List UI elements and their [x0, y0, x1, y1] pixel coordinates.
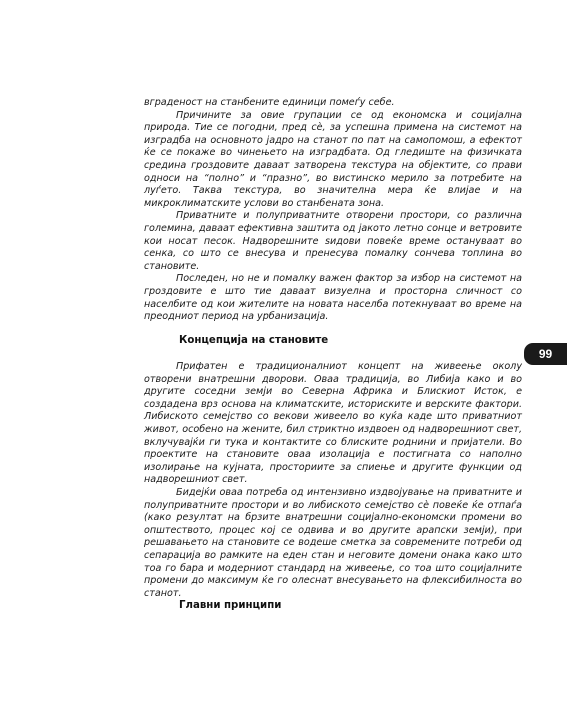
- paragraph: Причините за овие групации се од економска и социјална природа. Тие се погодни, пред сè, за успешна примена на системот на изградба на основното јадро на станот по пат на самопомош, а ефектот ќе се покаже во чинењето на изградбата. Од гледиште на физичката средина гроздовите даваат затворена текстура на објектите, со прави односи на “полно” и “празно”, во вистинско мерило за потребите на луѓето. Таква текстура, во значителна мера ќе влијае и на микроклиматските услови во станбената зона.: [144, 109, 522, 209]
- section-heading-principles: Главни принципи: [179, 600, 282, 611]
- paragraph: Прифатен е традиционалниот концепт на живеење околу отворени внатрешни дворови. Оваа традиција, во Либија како и во другите соседни земји во Северна Африка и Блискиот Исток, е создадена врз основа на климатските, историските и верските фактори. Либиското семејство со векови живеело во куќа каде што приватниот живот, особено на жените, бил стриктно издвоен од надворешниот свет, вклучувајќи ги тука и контактите со блиските роднини и пријатели. Во проектите на становите оваа изолација е постигната со наполно изолирање на кујната, просториите за спиење и другите функции од надворешниот свет.: [144, 361, 522, 486]
- page-number-tab: 99: [524, 343, 567, 365]
- paragraph: Последен, но не и помалку важен фактор за избор на системот на гроздовите е што тие даваат визуелна и просторна сличност со населбите од кои жителите на новата населба потекнуваат во време на преодниот период на урбанизација.: [144, 273, 522, 323]
- text-block-2: [144, 361, 522, 600]
- text-block-1: [144, 97, 522, 324]
- paragraph: вграденост на станбените единици помеѓу себе.: [144, 97, 395, 108]
- paragraph: Бидејќи оваа потреба од интензивно издвојување на приватните и полуприватните простори и во либиското семејство сè повеќе ќе отпаѓа (како резултат на брзите внатрешни социјално-економски промени во општеството, процес кој се одвива и во другите арапски земји), при решавањето на становите се водеше сметка за современите потреби од сепарација во рамките на еден стан и неговите домени онака како што тоа го бара и модерниот стандард на живеење, со тоа што социјалните промени до максимум ќе го олеснат внесувањето на флексибилноста во станот.: [144, 486, 522, 599]
- section-heading-concept: Концепција на становите: [179, 335, 329, 346]
- paragraph: Приватните и полуприватните отворени простори, со различна големина, даваат ефективна заштита од јакото летно сонце и ветровите кои носат песок. Надворешните ѕидови повеќе време остануваат во сенка, со што се внесува и пренесува помалку сончева топлина во становите.: [144, 210, 522, 272]
